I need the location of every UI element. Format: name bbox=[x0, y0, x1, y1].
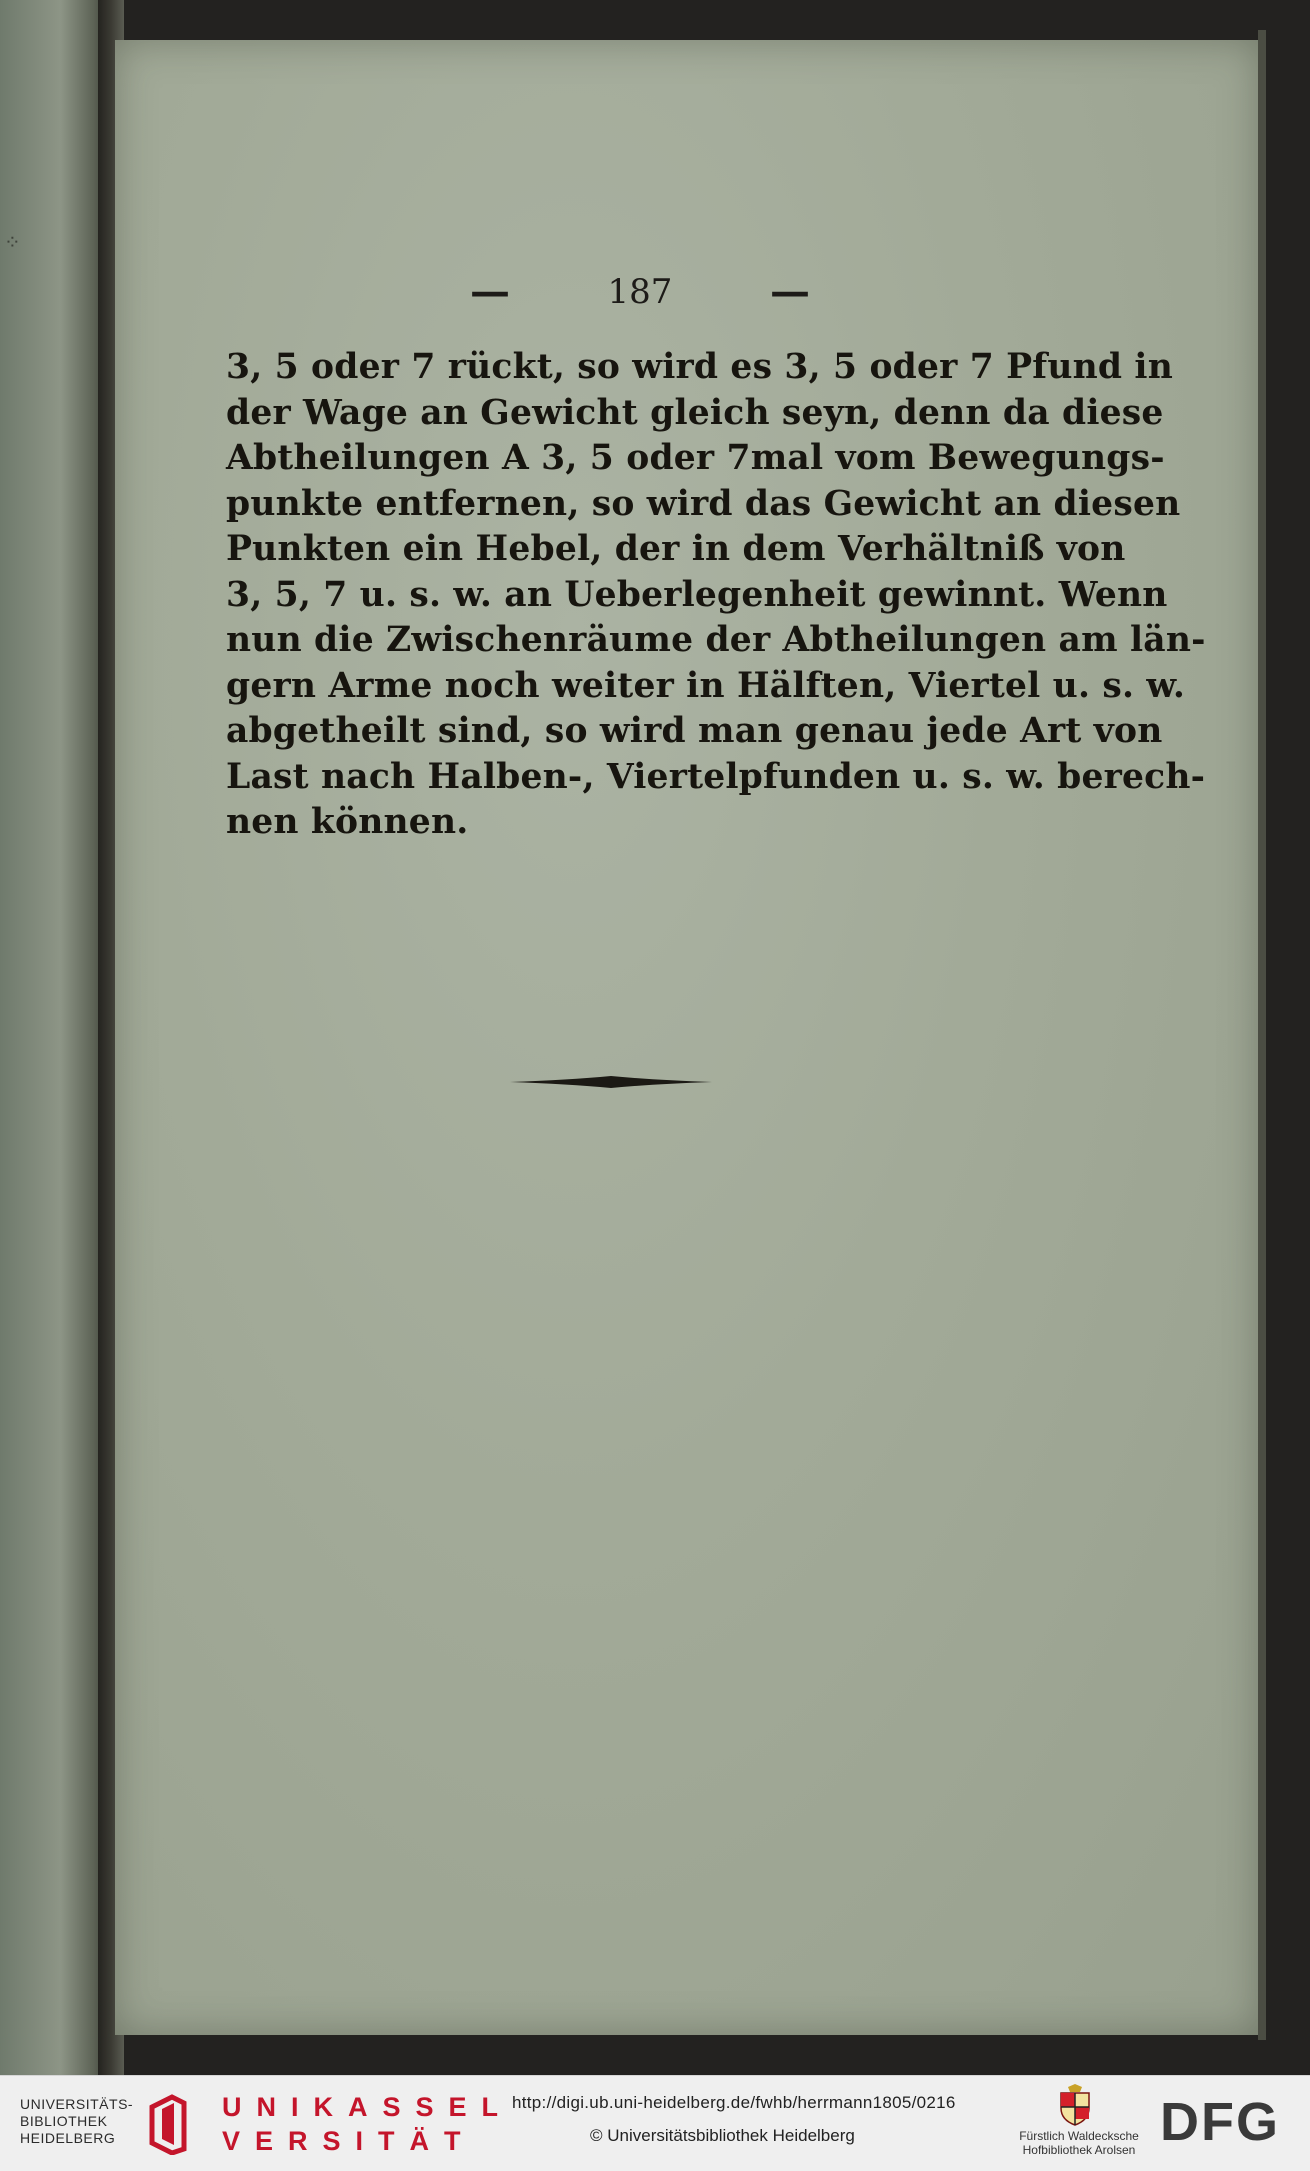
permalink-url[interactable]: http://digi.ub.uni-heidelberg.de/fwhb/herrmann1805/0216 bbox=[512, 2093, 956, 2112]
text-line: 3, 5 oder 7 rückt, so wird es 3, 5 oder 7 Pfund in bbox=[226, 347, 1174, 387]
footer-bar bbox=[0, 2075, 1310, 2171]
text-line: Last nach Halben-, Viertelpfunden u. s. w. berech- bbox=[226, 756, 1206, 797]
book-page bbox=[115, 40, 1260, 2035]
text-line: nun die Zwischenräume der Abtheilungen am län- bbox=[226, 620, 1206, 660]
text-line: abgetheilt sind, so wird man genau jede Art von bbox=[226, 711, 1163, 751]
waldeck-crest-icon bbox=[1058, 2084, 1092, 2126]
header-dash-right: — bbox=[770, 268, 810, 315]
page-edge bbox=[1258, 30, 1266, 2040]
facing-page-edge bbox=[0, 0, 110, 2075]
page-number: 187 bbox=[607, 271, 673, 312]
dfg-logo: DFG bbox=[1160, 2092, 1280, 2152]
copyright-notice: © Universitätsbibliothek Heidelberg bbox=[590, 2126, 855, 2145]
text-line: punkte entfernen, so wird das Gewicht an diesen bbox=[226, 483, 1181, 524]
header-dash-left: — bbox=[470, 268, 510, 315]
text-line: nen können. bbox=[226, 802, 469, 842]
arolsen-library-logo: Fürstlich Waldecksche Hofbibliothek Arolsen bbox=[1019, 2129, 1139, 2157]
ornamental-rule bbox=[508, 1072, 714, 1092]
page-body-text bbox=[226, 345, 1206, 846]
kassel-logo-icon bbox=[148, 2093, 188, 2155]
heidelberg-library-logo: UNIVERSITÄTS- BIBLIOTHEK HEIDELBERG bbox=[20, 2096, 134, 2146]
text-line: 3, 5, 7 u. s. w. an Ueberlegenheit gewinnt. Wenn bbox=[226, 574, 1168, 615]
text-line: Punkten ein Hebel, der in dem Verhältniß von bbox=[226, 529, 1126, 569]
text-line: gern Arme noch weiter in Hälften, Viertel u. s. w. bbox=[226, 665, 1186, 706]
kassel-university-logo: UNIKASSEL VERSITÄT bbox=[222, 2092, 514, 2156]
text-line: Abtheilungen A 3, 5 oder 7mal vom Bewegungs- bbox=[226, 438, 1165, 478]
facing-page-bleed: ⁘ bbox=[4, 230, 22, 254]
page-header bbox=[470, 268, 810, 315]
text-line: der Wage an Gewicht gleich seyn, denn da diese bbox=[226, 392, 1164, 433]
